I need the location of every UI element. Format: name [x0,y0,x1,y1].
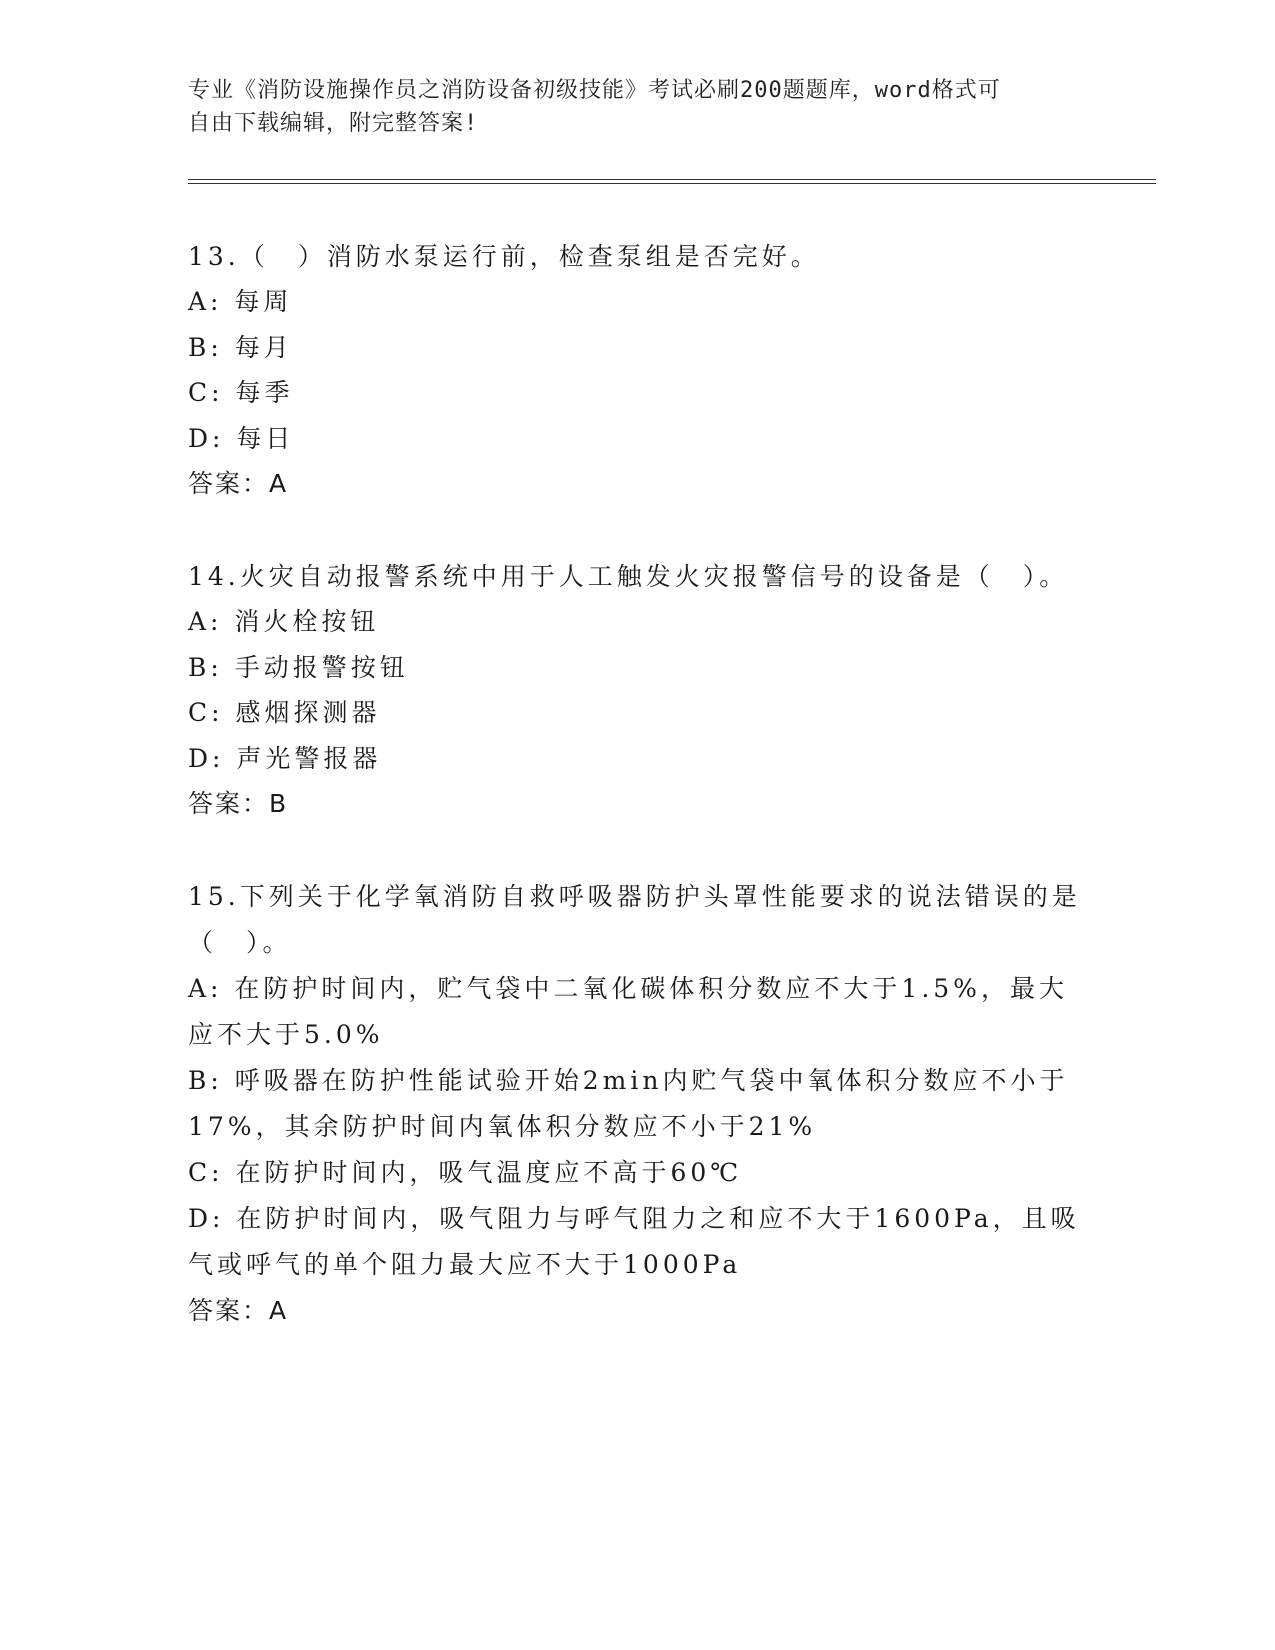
option-a: A: 在防护时间内，贮气袋中二氧化碳体积分数应不大于1.5%，最大应不大于5.0% [188,974,1068,1049]
option-c: C: 感烟探测器 [188,698,381,727]
answer: 答案：B [188,789,289,818]
option-d: D: 在防护时间内，吸气阻力与呼气阻力之和应不大于1600Pa，且吸气或呼气的单个阻力最大应不大于1000Pa [188,1204,1080,1279]
document-header [188,74,1088,140]
header-divider-top [188,179,1156,180]
option-c: C: 每季 [188,378,294,407]
question-15 [188,874,1088,1334]
question-text: 13.（ ）消防水泵运行前，检查泵组是否完好。 [188,242,820,271]
option-a: A: 每周 [188,287,293,316]
header-divider-bottom [188,183,1156,184]
option-c: C: 在防护时间内，吸气温度应不高于60℃ [188,1158,743,1187]
option-a: A: 消火栓按钮 [188,607,380,636]
answer: 答案：A [188,1296,289,1325]
option-d: D: 每日 [188,423,295,453]
option-b: B: 每月 [188,332,293,362]
header-line-2: 自由下载编辑，附完整答案! [188,111,479,136]
question-text: 15.下列关于化学氧消防自救呼吸器防护头罩性能要求的说法错误的是（ ）。 [188,882,1081,957]
question-13 [188,234,1088,507]
option-d: D: 声光警报器 [188,743,382,773]
option-b: B: 呼吸器在防护性能试验开始2min内贮气袋中氧体积分数应不小于17%，其余防护时间内氧体积分数应不小于21% [188,1066,1069,1141]
answer: 答案：A [188,469,289,498]
header-line-1: 专业《消防设施操作员之消防设备初级技能》考试必刷200题题库，word格式可 [188,78,1001,103]
option-b: B: 手动报警按钮 [188,652,409,682]
question-text: 14.火灾自动报警系统中用于人工触发火灾报警信号的设备是（ ）。 [188,562,1069,591]
question-14 [188,554,1088,827]
